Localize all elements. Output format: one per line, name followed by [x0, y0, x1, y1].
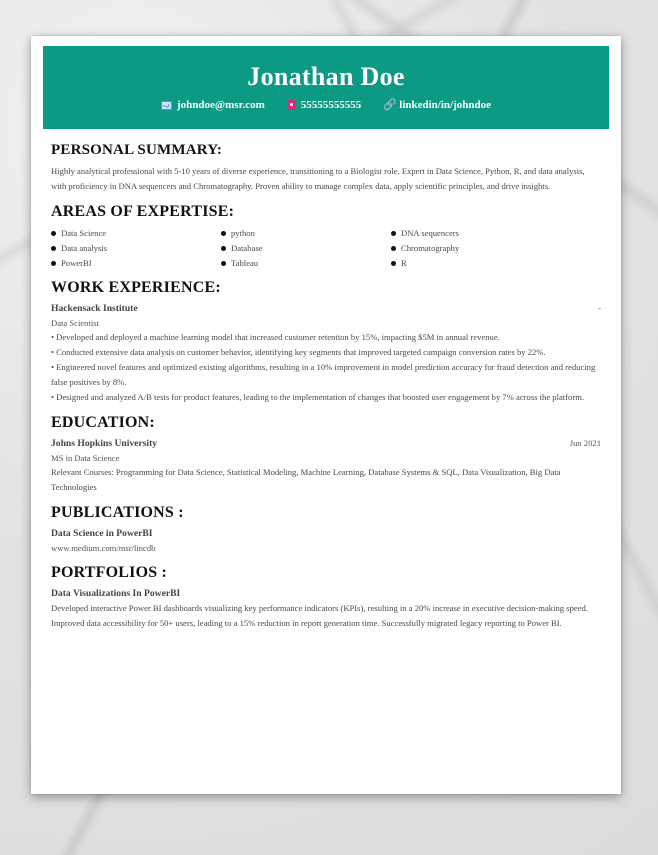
- skill-label: DNA sequencers: [401, 228, 459, 238]
- contact-bar: [43, 98, 609, 112]
- email-contact[interactable]: [161, 98, 265, 112]
- bullet-dot-icon: [51, 261, 56, 266]
- candidate-name: Jonathan Doe: [247, 62, 405, 91]
- skill-label: R: [401, 258, 407, 268]
- education-org-row: [51, 437, 601, 451]
- work-bullet: • Conducted extensive data analysis on customer behavior, identifying key segments that improved targeted campaign conversion rates by 22%.: [51, 347, 546, 357]
- work-date: -: [598, 303, 601, 313]
- section-title-summary: PERSONAL SUMMARY:: [51, 142, 223, 158]
- skill-label: Data Science: [61, 228, 107, 238]
- portfolio-name: Data Visualizations In PowerBI: [51, 588, 181, 599]
- summary-text: Highly analytical professional with 5-10 years of diverse experience, transitioning to a Biologist role. Expert in Data Science, Python, R, and data analysis, with proficiency in DNA sequencers and Chromatography. Proven ability to manage complex data, apply scientific principles, and drive insights.: [51, 166, 585, 191]
- skill-item: [221, 256, 391, 270]
- skill-label: Chromatography: [401, 243, 460, 253]
- linkedin-contact[interactable]: [383, 98, 491, 112]
- skill-item: [391, 256, 561, 270]
- work-org-row: [51, 302, 601, 316]
- resume-page: [31, 36, 621, 794]
- work-section: [51, 280, 601, 405]
- skill-label: Data analysis: [61, 243, 108, 253]
- expertise-section: [51, 204, 601, 270]
- employer-name: Hackensack Institute: [51, 303, 138, 314]
- portfolios-section: [51, 565, 601, 631]
- portfolio-text: Developed interactive Power BI dashboards visualizing key performance indicators (KPIs), resulting in a 20% increase in executive decision-making speed. Improved data accessibility for 50+ users, leading to a 15% reduction in report generation time. Successfully migrated legacy reporting to Power BI.: [51, 603, 588, 628]
- skill-item: [51, 241, 221, 255]
- skill-item: [221, 226, 391, 240]
- section-title-portfolios: PORTFOLIOS :: [51, 564, 168, 581]
- linkedin-text: linkedin/in/johndoe: [399, 99, 491, 111]
- skill-item: [221, 241, 391, 255]
- section-title-work: WORK EXPERIENCE:: [51, 279, 221, 296]
- phone-icon: [287, 100, 296, 110]
- skill-item: [391, 226, 561, 240]
- bullet-dot-icon: [221, 231, 226, 236]
- mail-icon: [161, 101, 172, 110]
- work-bullet: • Engineered novel features and optimized existing algorithms, resulting in a 10% improvement in model prediction accuracy for fraud detection and reducing false positives by 8%.: [51, 362, 596, 387]
- section-title-expertise: AREAS OF EXPERTISE:: [51, 203, 235, 220]
- summary-section: [51, 142, 601, 194]
- section-title-publications: PUBLICATIONS :: [51, 504, 184, 521]
- skill-item: [51, 226, 221, 240]
- skills-grid: [51, 226, 601, 270]
- skill-label: Database: [231, 243, 263, 253]
- bullet-dot-icon: [221, 246, 226, 251]
- bullet-dot-icon: [51, 231, 56, 236]
- publication-url[interactable]: www.medium.com/msr/lincdb: [51, 543, 156, 553]
- skill-label: python: [231, 228, 255, 238]
- bullet-dot-icon: [391, 246, 396, 251]
- skill-label: Tableau: [231, 258, 259, 268]
- resume-header: [43, 46, 609, 129]
- resume-body: [51, 142, 601, 641]
- job-title: Data Scientist: [51, 318, 99, 328]
- education-section: [51, 415, 601, 495]
- bullet-dot-icon: [51, 246, 56, 251]
- phone-text: 55555555555: [300, 99, 362, 111]
- bullet-dot-icon: [221, 261, 226, 266]
- work-bullet: • Designed and analyzed A/B tests for product features, leading to the implementation of changes that boosted user engagement by 7% across the platform.: [51, 392, 585, 402]
- phone-contact[interactable]: [287, 98, 362, 112]
- bullet-dot-icon: [391, 261, 396, 266]
- publication-name: Data Science in PowerBI: [51, 528, 153, 539]
- publications-section: [51, 505, 601, 555]
- university-name: Johns Hopkins University: [51, 438, 158, 449]
- courses-text: Relevant Courses: Programming for Data Science, Statistical Modeling, Machine Learning, Database Systems & SQL, Data Visualization, Big Data Technologies: [51, 467, 561, 492]
- work-bullet: • Developed and deployed a machine learning model that increased customer retention by 15%, impacting $5M in annual revenue.: [51, 332, 500, 342]
- link-icon: 🔗: [383, 98, 397, 111]
- skill-item: [51, 256, 221, 270]
- skill-label: PowerBI: [61, 258, 92, 268]
- degree: MS in Data Science: [51, 453, 120, 463]
- section-title-education: EDUCATION:: [51, 414, 155, 431]
- skill-item: [391, 241, 561, 255]
- education-date: Jun 2021: [569, 438, 601, 448]
- email-text: johndoe@msr.com: [177, 99, 265, 111]
- bullet-dot-icon: [391, 231, 396, 236]
